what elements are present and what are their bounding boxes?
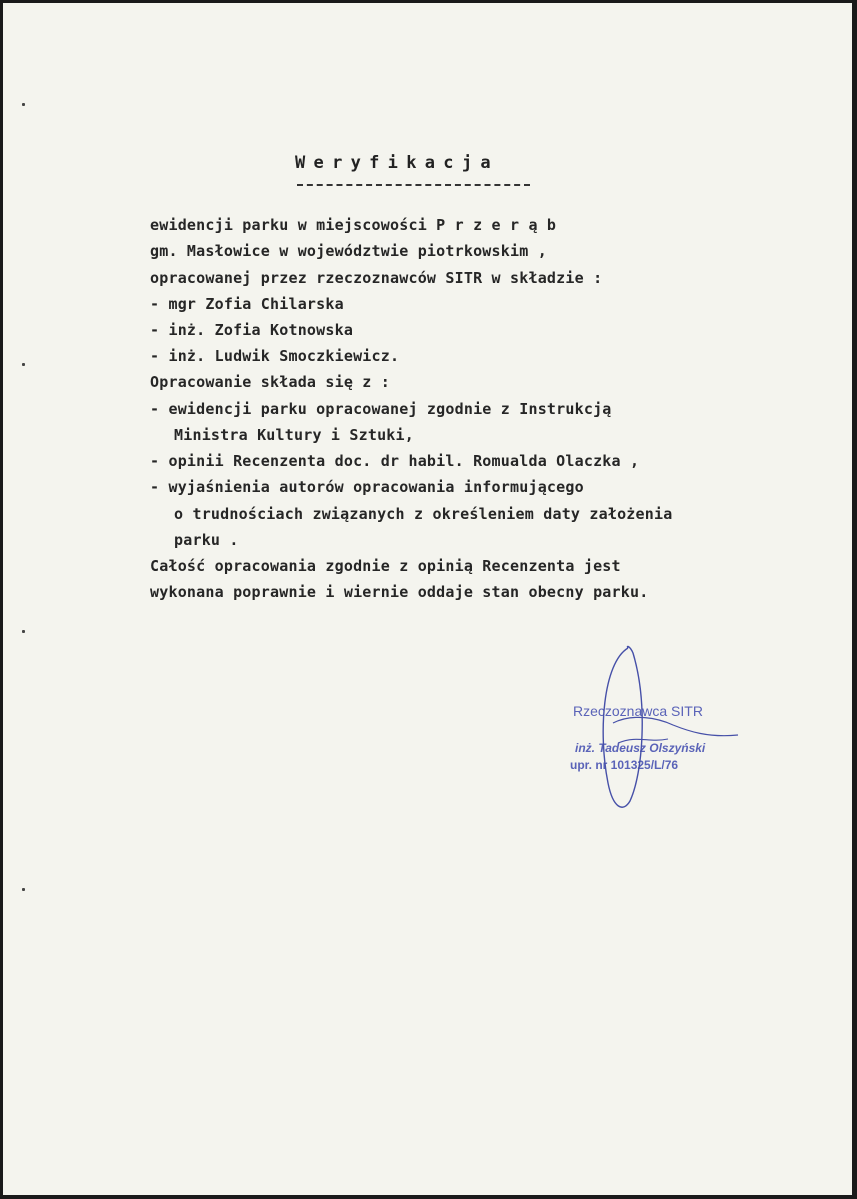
body-line: gm. Masłowice w województwie piotrkowskim , xyxy=(150,242,547,260)
punch-mark xyxy=(22,888,25,891)
body-line: - wyjaśnienia autorów opracowania informującego xyxy=(150,478,584,496)
title-underline xyxy=(297,184,530,186)
body-line: - inż. Zofia Kotnowska xyxy=(150,321,354,339)
body-line: wykonana poprawnie i wiernie oddaje stan obecny parku. xyxy=(150,583,649,601)
body-line: - mgr Zofia Chilarska xyxy=(150,295,344,313)
punch-mark xyxy=(22,363,25,366)
punch-mark xyxy=(22,630,25,633)
punch-mark xyxy=(22,103,25,106)
body-line: opracowanej przez rzeczoznawców SITR w składzie : xyxy=(150,269,603,287)
stamp-title: Rzeczoznawca SITR xyxy=(573,703,703,719)
document-page xyxy=(3,3,852,1195)
handwritten-signature-icon xyxy=(578,643,768,818)
body-line: Opracowanie składa się z : xyxy=(150,373,390,391)
body-line: Całość opracowania zgodnie z opinią Recenzenta jest xyxy=(150,557,621,575)
body-line: - ewidencji parku opracowanej zgodnie z Instrukcją xyxy=(150,400,612,418)
body-line: parku . xyxy=(174,531,239,549)
body-line: Ministra Kultury i Sztuki, xyxy=(174,426,414,444)
stamp-license: upr. nr 101325/L/76 xyxy=(570,758,679,772)
body-line: ewidencji parku w miejscowości P r z e r ą b xyxy=(150,216,557,234)
body-line: o trudnościach związanych z określeniem daty założenia xyxy=(174,505,673,523)
body-line: - inż. Ludwik Smoczkiewicz. xyxy=(150,347,400,365)
body-line: - opinii Recenzenta doc. dr habil. Romualda Olaczka , xyxy=(150,452,640,470)
stamp-name: inż. Tadeusz Olszyński xyxy=(575,741,706,755)
document-title: Weryfikacja xyxy=(295,153,499,173)
